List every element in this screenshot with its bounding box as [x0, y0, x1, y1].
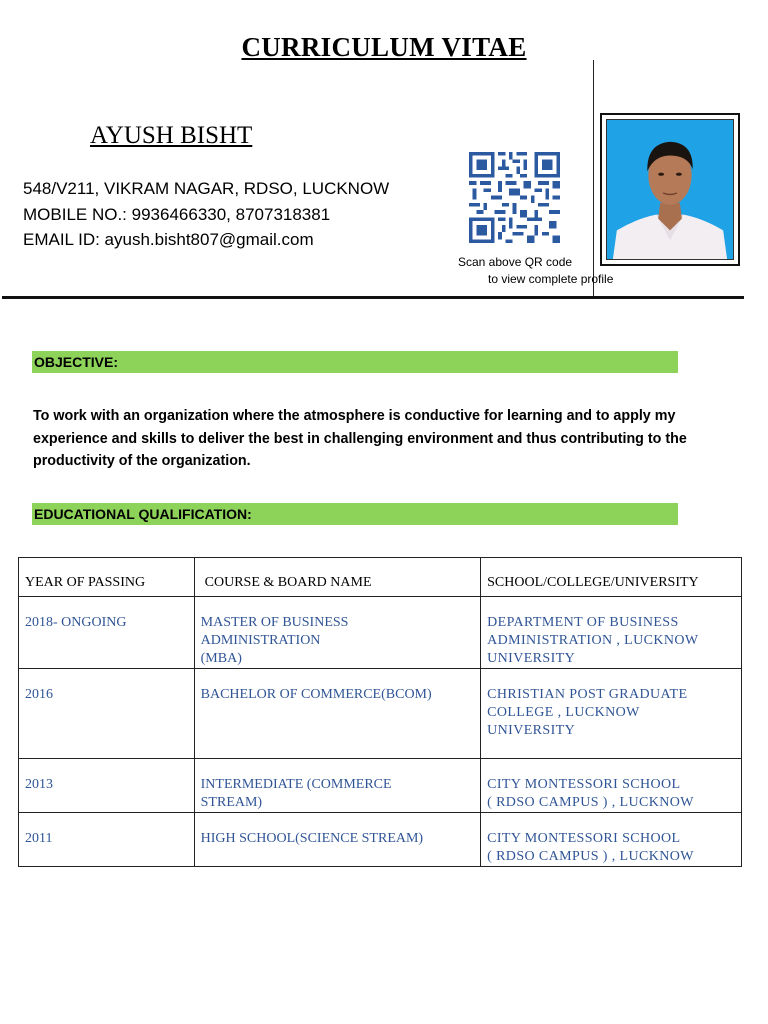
- school-line: CITY MONTESSORI SCHOOL: [487, 777, 681, 792]
- course-cell: [194, 597, 480, 669]
- table-row: [19, 597, 742, 669]
- course-cell: [194, 669, 480, 759]
- course-line: STREAM): [200, 795, 263, 810]
- school-cell: [481, 597, 742, 669]
- table-header-row: [19, 558, 742, 597]
- year-cell: 2013: [19, 759, 195, 813]
- course-cell: [194, 813, 480, 867]
- table-row: [19, 669, 742, 759]
- course-line: MASTER OF BUSINESS: [200, 615, 349, 630]
- school-line: UNIVERSITY: [487, 723, 576, 738]
- qr-caption-line1: Scan above QR code: [458, 255, 573, 269]
- school-line: CHRISTIAN POST GRADUATE: [487, 687, 688, 702]
- course-line: BACHELOR OF COMMERCE(BCOM): [200, 687, 432, 702]
- person-silhouette-icon: [607, 120, 733, 259]
- table-row: [19, 813, 742, 867]
- column-header-school: SCHOOL/COLLEGE/UNIVERSITY: [481, 558, 742, 597]
- course-line: HIGH SCHOOL(SCIENCE STREAM): [200, 831, 424, 846]
- profile-photo: [600, 113, 740, 266]
- qr-code-icon[interactable]: [469, 151, 560, 244]
- year-cell: 2018- ONGOING: [19, 597, 195, 669]
- year-cell: 2016: [19, 669, 195, 759]
- header-vertical-divider: [593, 60, 594, 298]
- email-line: EMAIL ID: ayush.bisht807@gmail.com: [23, 230, 314, 249]
- course-cell: [194, 759, 480, 813]
- course-line: ADMINISTRATION: [200, 633, 321, 648]
- school-cell: [481, 669, 742, 759]
- header-horizontal-divider: [2, 296, 744, 299]
- column-header-course: COURSE & BOARD NAME: [194, 558, 480, 597]
- school-line: ( RDSO CAMPUS ) , LUCKNOW: [487, 795, 694, 810]
- objective-text: To work with an organization where the atmosphere is conductive for learning and to apply my experience and skills to deliver the best in challenging environment and thus contributing to the productivity of the organization.: [33, 408, 687, 469]
- document-title: CURRICULUM VITAE: [241, 32, 527, 62]
- school-cell: [481, 813, 742, 867]
- school-cell: [481, 759, 742, 813]
- education-table: [18, 557, 742, 867]
- school-line: ( RDSO CAMPUS ) , LUCKNOW: [487, 849, 694, 864]
- year-cell: 2011: [19, 813, 195, 867]
- course-line: (MBA): [200, 651, 242, 666]
- qr-caption-line2: to view complete profile: [488, 272, 614, 286]
- school-line: COLLEGE , LUCKNOW: [487, 705, 640, 720]
- candidate-name: AYUSH BISHT: [90, 122, 253, 149]
- address-line: 548/V211, VIKRAM NAGAR, RDSO, LUCKNOW: [23, 179, 390, 198]
- school-line: UNIVERSITY: [487, 651, 576, 666]
- table-row: [19, 759, 742, 813]
- school-line: DEPARTMENT OF BUSINESS: [487, 615, 679, 630]
- school-line: ADMINISTRATION , LUCKNOW: [487, 633, 699, 648]
- education-heading: EDUCATIONAL QUALIFICATION:: [32, 503, 678, 525]
- mobile-line: MOBILE NO.: 9936466330, 8707318381: [23, 205, 331, 224]
- objective-heading: OBJECTIVE:: [32, 351, 678, 373]
- column-header-year: YEAR OF PASSING: [19, 558, 195, 597]
- course-line: INTERMEDIATE (COMMERCE: [200, 777, 392, 792]
- school-line: CITY MONTESSORI SCHOOL: [487, 831, 681, 846]
